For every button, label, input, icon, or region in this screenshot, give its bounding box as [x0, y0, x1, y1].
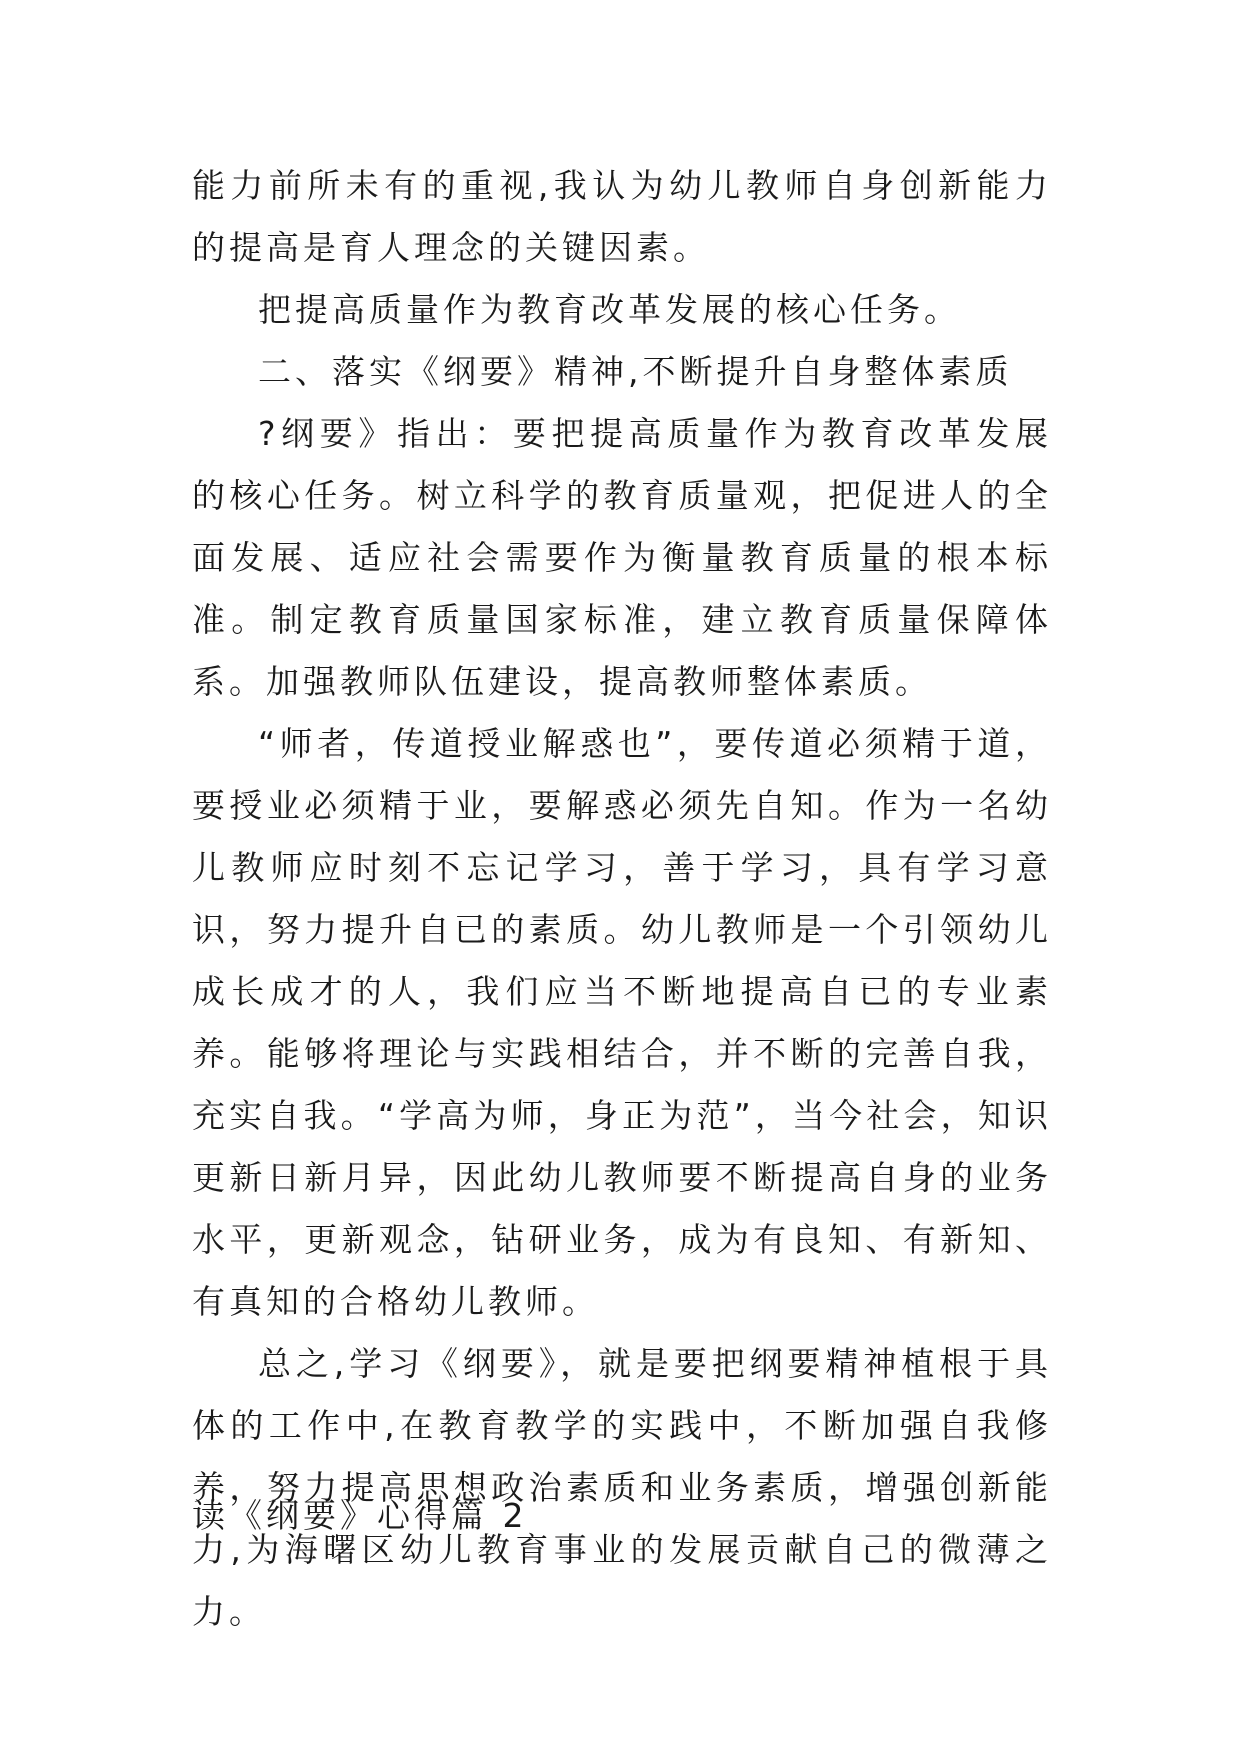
- paragraph-6: 总之,学习《纲要》，就是要把纲要精神植根于具体的工作中,在教育教学的实践中，不断加强自我修养，努力提高思想政治素质和业务素质，增强创新能力,为海曙区幼儿教育事业的发展贡献自己的微薄之力。: [192, 1344, 1052, 1631]
- paragraph-5: “师者，传道授业解惑也”，要传道必须精于道，要授业必须精于业，要解惑必须先自知。作为一名幼儿教师应时刻不忘记学习，善于学习，具有学习意识，努力提升自已的素质。幼儿教师是一个引领幼儿成长成才的人，我们应当不断地提高自已的专业素养。能够将理论与实践相结合，并不断的完善自我，充实自我。“学高为师，身正为范”，当今社会，知识更新日新月异，因此幼儿教师要不断提高自身的业务水平，更新观念，钻研业务，成为有良知、有新知、有真知的合格幼儿教师。: [192, 724, 1052, 1321]
- next-section-title: 读《纲要》心得篇 2: [192, 1496, 528, 1535]
- paragraph-4: ?纲要》指出：要把提高质量作为教育改革发展的核心任务。树立科学的教育质量观，把促进人的全面发展、适应社会需要作为衡量教育质量的根本标准。制定教育质量国家标准，建立教育质量保障体系。加强教师队伍建设，提高教师整体素质。: [192, 414, 1052, 701]
- paragraph-1: 能力前所未有的重视,我认为幼儿教师自身创新能力的提高是育人理念的关键因素。: [192, 166, 1052, 267]
- paragraph-2: 把提高质量作为教育改革发展的核心任务。: [258, 290, 961, 329]
- body-text: [192, 155, 1052, 1643]
- section-heading-2: 二、落实《纲要》精神,不断提升自身整体素质: [258, 352, 1013, 391]
